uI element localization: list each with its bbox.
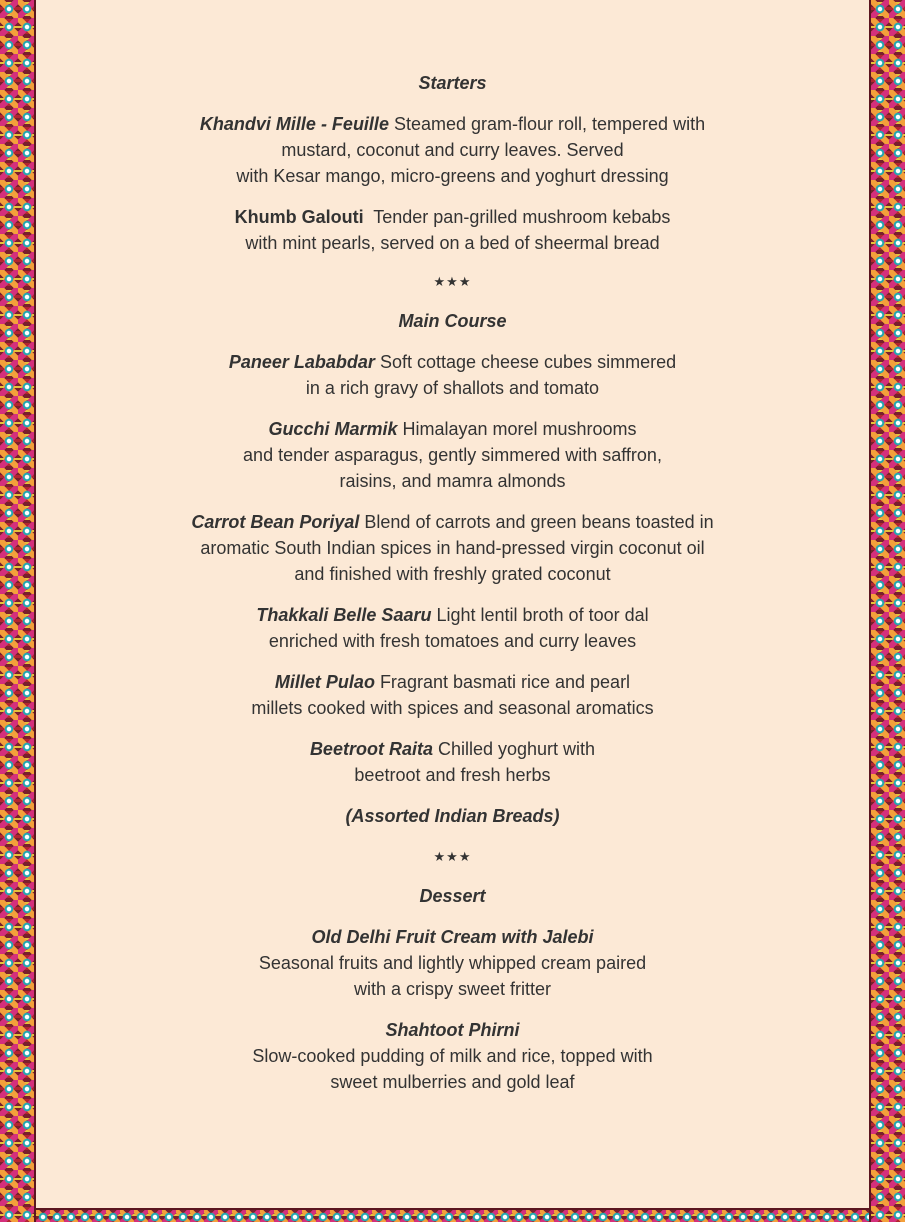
dish-description: aromatic South Indian spices in hand-pressed virgin coconut oil xyxy=(200,538,705,558)
dish-name: Carrot Bean Poriyal xyxy=(191,512,360,532)
dish-paneer-lababdar xyxy=(40,349,865,401)
dish-description: raisins, and mamra almonds xyxy=(339,471,566,491)
dish-shahtoot-phirni xyxy=(40,1017,865,1095)
dish-khumb-galouti xyxy=(40,204,865,256)
dish-name: Shahtoot Phirni xyxy=(385,1020,520,1040)
dish-description: Chilled yoghurt with xyxy=(432,739,596,759)
dish-name: Gucchi Marmik xyxy=(268,419,398,439)
dish-beetroot-raita xyxy=(40,736,865,788)
menu-content xyxy=(40,70,865,1095)
dish-first-line xyxy=(40,736,865,762)
dish-description: with mint pearls, served on a bed of sheermal bread xyxy=(245,233,660,253)
dish-description: beetroot and fresh herbs xyxy=(354,765,551,785)
dish-first-line xyxy=(40,669,865,695)
dish-first-line xyxy=(40,509,865,535)
separator-stars: ★★★ xyxy=(433,849,472,864)
dish-khandvi xyxy=(40,111,865,189)
dish-description: millets cooked with spices and seasonal aromatics xyxy=(251,698,654,718)
dish-first-line xyxy=(40,111,865,137)
dish-description: with a crispy sweet fritter xyxy=(353,979,552,999)
dish-description: Soft cottage cheese cubes simmered xyxy=(374,352,677,372)
dish-description: with Kesar mango, micro-greens and yoghurt dressing xyxy=(236,166,669,186)
dish-description: Seasonal fruits and lightly whipped cream paired xyxy=(258,953,647,973)
dish-name: Khumb Galouti xyxy=(234,207,364,227)
decorative-border-bottom xyxy=(36,1208,869,1222)
dish-fruit-cream-jalebi xyxy=(40,924,865,1002)
section-title-main-course: Main Course xyxy=(398,311,507,331)
dish-description: and finished with freshly grated coconut xyxy=(294,564,611,584)
dish-millet-pulao xyxy=(40,669,865,721)
separator-stars: ★★★ xyxy=(433,274,472,289)
dish-description: in a rich gravy of shallots and tomato xyxy=(305,378,600,398)
dish-name: Khandvi Mille - Feuille xyxy=(199,114,389,134)
dish-description: enriched with fresh tomatoes and curry leaves xyxy=(268,631,637,651)
dish-thakkali-belle-saaru xyxy=(40,602,865,654)
decorative-border-left xyxy=(0,0,36,1222)
dish-name: Thakkali Belle Saaru xyxy=(256,605,432,625)
dish-description: Tender pan-grilled mushroom kebabs xyxy=(363,207,671,227)
dish-gucchi-marmik xyxy=(40,416,865,494)
section-title-starters: Starters xyxy=(418,73,487,93)
dish-description: sweet mulberries and gold leaf xyxy=(330,1072,575,1092)
assorted-breads: (Assorted Indian Breads) xyxy=(345,806,560,826)
section-title-dessert: Dessert xyxy=(419,886,486,906)
dish-description: mustard, coconut and curry leaves. Served xyxy=(281,140,624,160)
dish-description: Fragrant basmati rice and pearl xyxy=(374,672,631,692)
decorative-border-right xyxy=(869,0,905,1222)
dish-first-line xyxy=(40,602,865,628)
dish-first-line xyxy=(40,204,865,230)
dish-description: Steamed gram-flour roll, tempered with xyxy=(388,114,706,134)
dish-name: Millet Pulao xyxy=(274,672,375,692)
dish-description: Light lentil broth of toor dal xyxy=(431,605,649,625)
dish-description: Slow-cooked pudding of milk and rice, topped with xyxy=(252,1046,653,1066)
dish-name: Paneer Lababdar xyxy=(228,352,375,372)
dish-first-line xyxy=(40,416,865,442)
dish-first-line xyxy=(40,349,865,375)
dish-description: Himalayan morel mushrooms xyxy=(397,419,637,439)
dish-name: Beetroot Raita xyxy=(309,739,433,759)
dish-carrot-bean-poriyal xyxy=(40,509,865,587)
dish-name: Old Delhi Fruit Cream with Jalebi xyxy=(311,927,594,947)
dish-description: and tender asparagus, gently simmered with saffron, xyxy=(243,445,662,465)
dish-description: Blend of carrots and green beans toasted in xyxy=(359,512,714,532)
